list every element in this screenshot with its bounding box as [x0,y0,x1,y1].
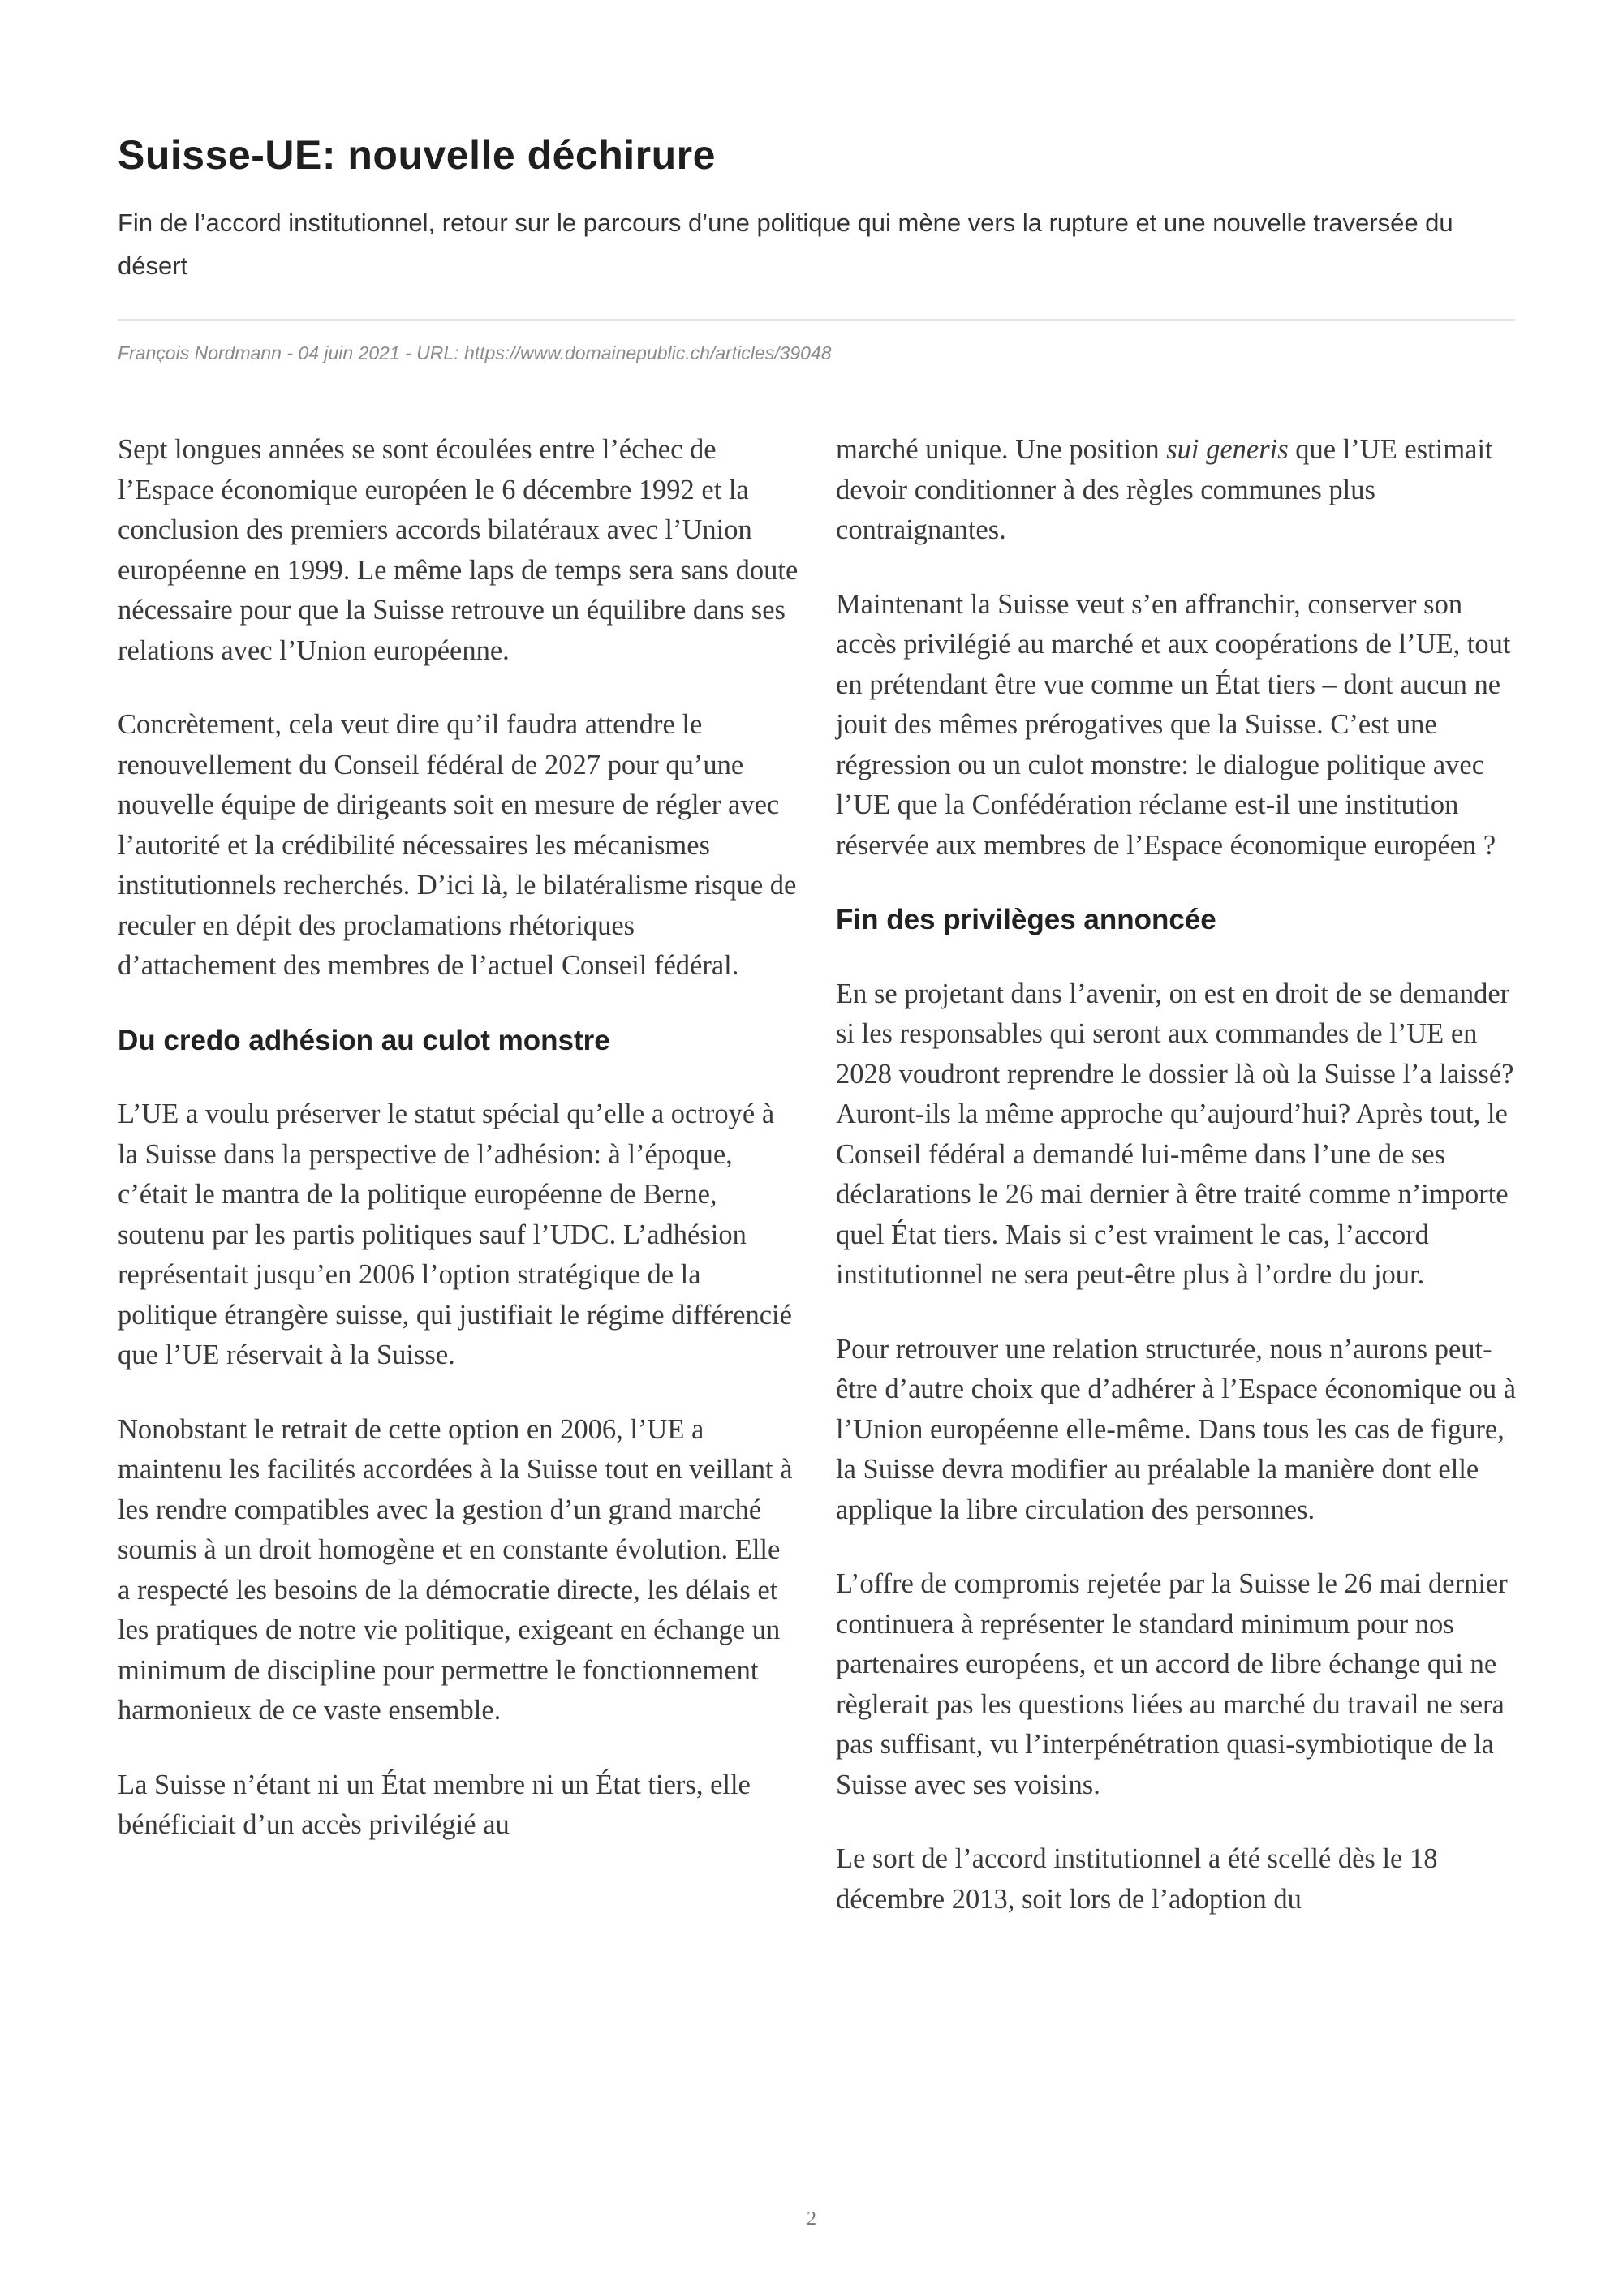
paragraph: En se projetant dans l’avenir, on est en droit de se demander si les responsables qui seront aux commandes de l’UE en 2028 voudront reprendre le dossier là où la Suisse l’a laissé? Auront-ils la même approche qu’aujourd’hui? Après tout, le Conseil fédéral a demandé lui-même dans l’une de ses déclarations le 26 mai dernier à être traité comme n’importe quel État tiers. Mais si c’est vraiment le cas, l’accord institutionnel ne sera peut-être plus à l’ordre du jour. [836,978,1514,1290]
paragraph: Pour retrouver une relation structurée, nous n’aurons peut-être d’autre choix que d’adhérer à l’Espace économique ou à l’Union européenne elle-même. Dans tous les cas de figure, la Suisse devra modifier au préalable la manière dont elle applique la libre circulation des personnes. [836,1333,1517,1525]
italic-term: sui generis [1166,434,1289,465]
paragraph: Sept longues années se sont écoulées entre l’échec de l’Espace économique européen le 6 décembre 1992 et la conclusion des premiers accords bilatéraux avec l’Union européenne en 1999. Le même laps de temps sera sans doute nécessaire pour que la Suisse retrouve un équilibre dans ses relations avec l’Union européenne. [118,434,799,666]
paragraph: L’offre de compromis rejetée par la Suisse le 26 mai dernier continuera à représenter le standard minimum pour nos partenaires européens, et un accord de libre échange qui ne règlerait pas les questions liées au marché du travail ne sera pas suffisant, vu l’interpénétration quasi-symbiotique de la Suisse avec ses voisins. [836,1568,1508,1800]
section-heading: Du credo adhésion au culot monstre [118,1024,610,1056]
article-subtitle: Fin de l’accord institutionnel, retour sur le parcours d’une politique qui mène vers la rupture et une nouvelle traversée du désert [118,209,1453,280]
article-byline: François Nordmann - 04 juin 2021 - URL: https://www.domainepublic.ch/articles/39048 [118,342,832,363]
paragraph-text: marché unique. Une position [836,434,1167,465]
paragraph-text: que l’UE estimait devoir conditionner à des règles communes plus contraignantes. [836,434,1493,545]
paragraph: Concrètement, cela veut dire qu’il faudra attendre le renouvellement du Conseil fédéral de 2027 pour qu’une nouvelle équipe de dirigeants soit en mesure de régler avec l’autorité et la crédibilité nécessaires les mécanismes institutionnels recherchés. D’ici là, le bilatéralisme risque de reculer en dépit des proclamations rhétoriques d’attachement des membres de l’actuel Conseil fédéral. [118,709,797,981]
header-divider [118,319,1515,321]
paragraph: L’UE a voulu préserver le statut spécial qu’elle a octroyé à la Suisse dans la perspective de l’adhésion: à l’époque, c’était le mantra de la politique européenne de Berne, soutenu par les partis politiques sauf l’UDC. L’adhésion représentait jusqu’en 2006 l’option stratégique de la politique étrangère suisse, qui justifiait le régime différencié que l’UE réservait à la Suisse. [118,1099,792,1370]
paragraph: La Suisse n’étant ni un État membre ni un État tiers, elle bénéficiait d’un accès privilégié au [118,1769,751,1840]
paragraph: Nonobstant le retrait de cette option en 2006, l’UE a maintenu les facilités accordées à la Suisse tout en veillant à les rendre compatibles avec la gestion d’un grand marché soumis à un droit homogène et en constante évolution. Elle a respecté les besoins de la démocratie directe, les délais et les pratiques de notre vie politique, exigeant en échange un minimum de discipline pour permettre le fonctionnement harmonieux de ce vaste ensemble. [118,1413,793,1726]
paragraph: Le sort de l’accord institutionnel a été scellé dès le 18 décembre 2013, soit lors de l’adoption du [836,1843,1438,1915]
right-column [836,430,1518,1920]
left-column [118,430,799,1846]
page-number: 2 [807,2208,816,2229]
paragraph [836,430,1518,551]
article-title: Suisse-UE: nouvelle déchirure [118,132,716,178]
section-heading: Fin des privilèges annoncée [836,904,1216,935]
paragraph: Maintenant la Suisse veut s’en affranchir, conserver son accès privilégié au marché et aux coopérations de l’UE, tout en prétendant être vue comme un État tiers – dont aucun ne jouit des mêmes prérogatives que la Suisse. C’est une régression ou un culot monstre: le dialogue politique avec l’UE que la Confédération réclame est-il une institution réservée aux membres de l’Espace économique européen ? [836,588,1511,861]
